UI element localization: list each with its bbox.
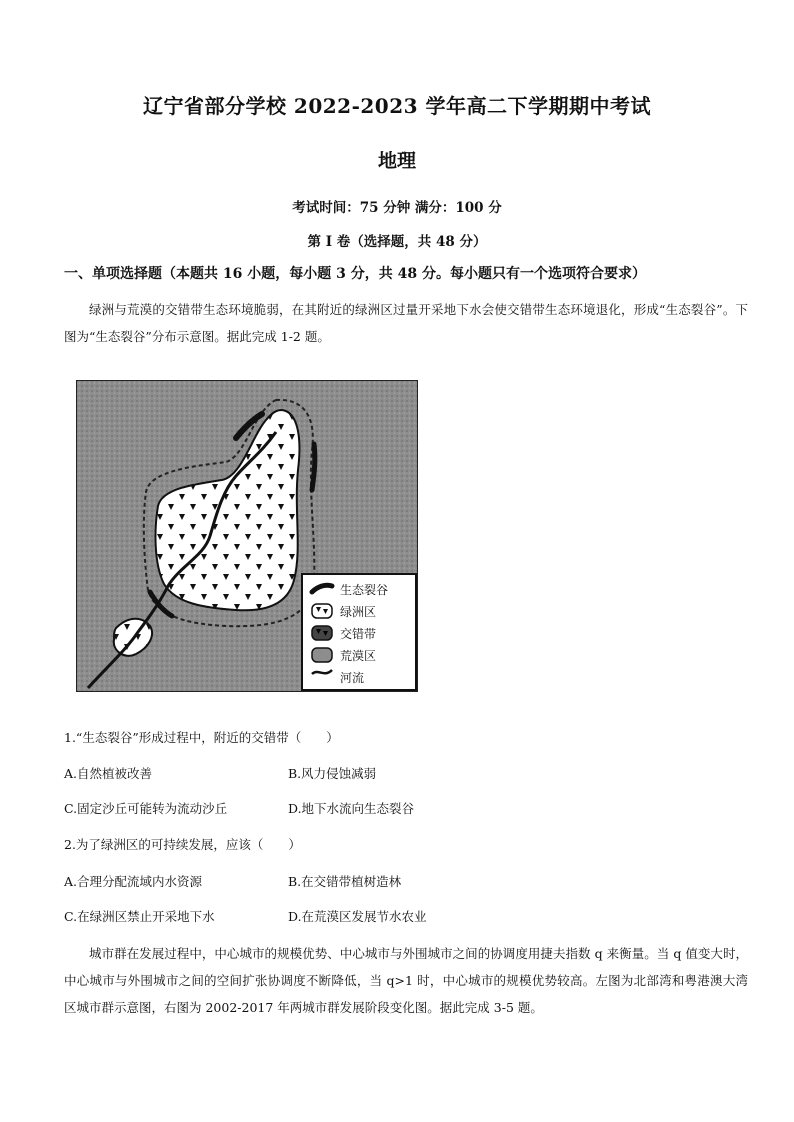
ecological-rift <box>312 444 315 490</box>
question-2-option-b: B.在交错带植树造林 <box>288 874 402 889</box>
question-2-option-d: D.在荒漠区发展节水农业 <box>288 909 427 924</box>
legend-label: 交错带 <box>340 627 377 641</box>
legend-label: 绿洲区 <box>340 605 377 619</box>
document-title: 辽宁省部分学校 2022-2023 学年高二下学期期中考试 <box>142 94 652 118</box>
exam-meta: 考试时间：75 分钟 满分：100 分 <box>292 200 502 216</box>
passage-1: 绿洲与荒漠的交错带生态环境脆弱，在其附近的绿洲区过量开采地下水会使交错带生态环境退化，形成“生态裂谷”。下图为“生态裂谷”分布示意图。据此完成 1-2 题。 <box>64 302 748 344</box>
subject-title: 地理 <box>377 150 416 172</box>
question-2-option-a: A.合理分配流域内水资源 <box>64 874 203 889</box>
part-title: 第 I 卷（选择题，共 48 分） <box>307 234 487 250</box>
question-1-option-d: D.地下水流向生态裂谷 <box>288 801 415 816</box>
question-1-option-b: B.风力侵蚀减弱 <box>288 766 377 781</box>
question-2-option-c: C.在绿洲区禁止开采地下水 <box>64 909 215 924</box>
question-1-option-a: A.自然植被改善 <box>64 766 153 781</box>
question-1-stem: 1.“生态裂谷”形成过程中，附近的交错带（ ） <box>64 730 339 745</box>
legend-label: 生态裂谷 <box>340 583 389 597</box>
question-2-stem: 2.为了绿洲区的可持续发展，应该（ ） <box>64 837 301 852</box>
legend-label: 荒漠区 <box>340 649 377 663</box>
legend-label: 河流 <box>340 671 365 685</box>
section-heading: 一、单项选择题（本题共 16 小题，每小题 3 分，共 48 分。每小题只有一个选项符合要求） <box>64 266 646 282</box>
question-1-option-c: C.固定沙丘可能转为流动沙丘 <box>64 801 228 816</box>
ecological-rift-map <box>76 380 418 692</box>
passage-2: 城市群在发展过程中，中心城市的规模优势、中心城市与外围城市之间的协调度用捷夫指数 q 来衡量。当 q 值变大时，中心城市与外围城市之间的空间扩张协调度不断降低，当 q>1 时，中心城市的规模优势较高。左图为北部湾和粤港澳大湾区城市群示意图，右图为 2002-2017 年两城市群发展阶段变化图。据此完成 3-5 题。 <box>64 946 748 1015</box>
